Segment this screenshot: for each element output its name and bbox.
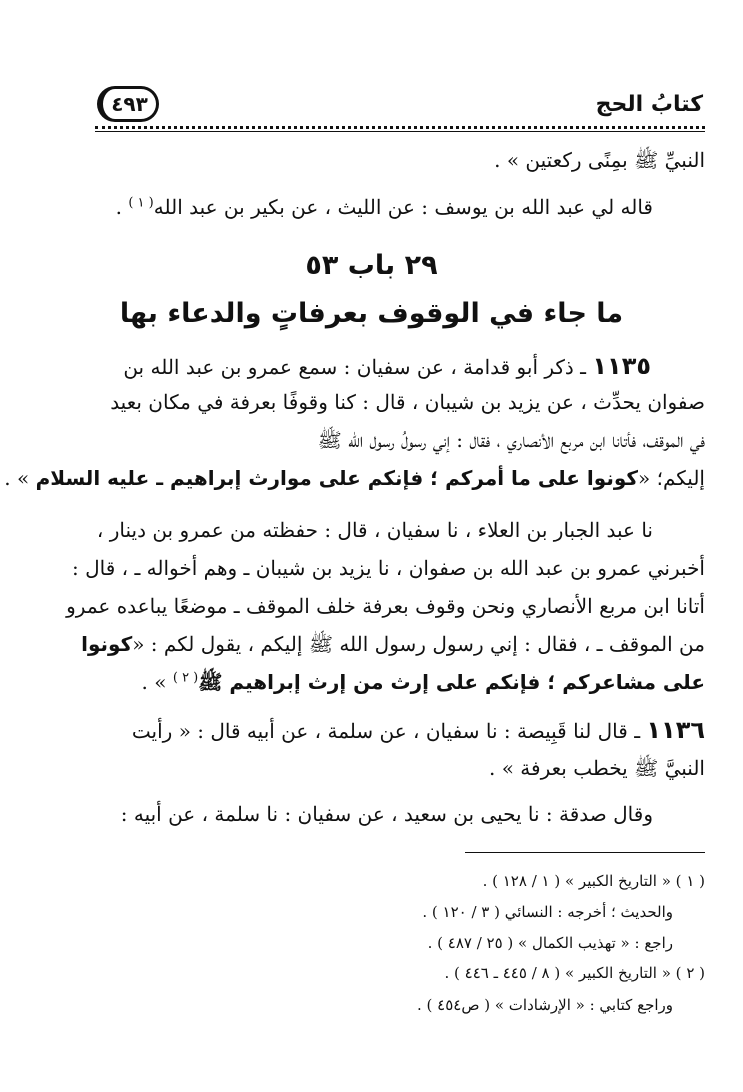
hadith-1135-text-4b: » . xyxy=(4,466,36,490)
paragraph-2-line-1 xyxy=(97,518,653,542)
hadith-1136-line-1 xyxy=(132,716,705,744)
paragraph-2-line-3 xyxy=(66,594,705,618)
footnote-ref-2: ( ٢ ) xyxy=(172,670,199,686)
continuation-text-2: قاله لي عبد الله بن يوسف : عن الليث ، عن بكير بن عبد الله xyxy=(153,195,653,219)
hadith-number-1135: ١١٣٥ xyxy=(592,352,651,380)
footnote-1-note-a: والحديث ؛ أخرجه : النسائي ( ٣ / ١٢٠ ) . xyxy=(422,903,673,921)
hadith-number-1136: ١١٣٦ xyxy=(646,716,705,744)
hadith-1136-line-2 xyxy=(489,756,705,785)
hadith-1136-text-2: النبيَّ ﷺ يخطب بعرفة » . xyxy=(489,756,705,780)
page-number-frame xyxy=(97,86,159,122)
paragraph-2-line-2 xyxy=(72,556,705,580)
hadith-1135-line-2 xyxy=(110,390,705,414)
footnote-2: ( ٢ ) « التاريخ الكبير » ( ٨ / ٤٤٥ ـ ٤٤٦ ) . xyxy=(444,964,705,982)
continuation-line-1 xyxy=(494,148,705,177)
header-solid-rule xyxy=(95,131,705,132)
paragraph-2-text-1: نا عبد الجبار بن العلاء ، نا سفيان ، قال : حفظته من عمرو بن دينار ، xyxy=(96,518,653,542)
running-title: كتابُ الحج xyxy=(595,92,703,117)
paragraph-4-line-1 xyxy=(121,802,653,826)
footnote-2-note-a: وراجع كتابي : « الإرشادات » ( ص٤٥٤ ) . xyxy=(417,996,673,1014)
continuation-text-1: النبيِّ ﷺ بمِنًى ركعتين » . xyxy=(494,148,705,172)
page-number: ٤٩٣ xyxy=(111,92,148,116)
paragraph-2-line-4 xyxy=(81,632,705,661)
paragraph-2-quote-end: على مشاعركم ؛ فإنكم على إرث من إرث إبراهيم ﷺ xyxy=(198,670,705,694)
hadith-1135-line-1 xyxy=(123,352,651,380)
chapter-number: ٢٩ باب ٥٣ xyxy=(305,250,438,281)
paragraph-4-text-1: وقال صدقة : نا يحيى بن سعيد ، عن سفيان : نا سلمة ، عن أبيه : xyxy=(120,802,653,826)
hadith-1135-line-4 xyxy=(4,466,705,490)
hadith-1135-text-2: صفوان يحدِّث ، عن يزيد بن شيبان ، قال : كنا وقوفًا بعرفة في مكان بعيد xyxy=(110,390,705,414)
paragraph-2-text-3: أتانا ابن مربع الأنصاري ونحن وقوف بعرفة خلف الموقف ـ موضعًا يباعده عمرو xyxy=(66,594,705,618)
hadith-1135-quote: كونوا على ما أمركم ؛ فإنكم على موارث إبراهيم ـ عليه السلام xyxy=(35,466,638,490)
hadith-1135-line-3 xyxy=(318,428,705,457)
paragraph-2-text-4: من الموقف ـ ، فقال : إني رسول رسول الله ﷺ إليكم ، يقول لكم : « xyxy=(132,632,705,656)
footnote-ref-1: ( ١ ) xyxy=(128,195,154,211)
footnote-1: ( ١ ) « التاريخ الكبير » ( ١ / ١٢٨ ) . xyxy=(482,872,705,890)
hadith-1135-text-3: في الموقف، فأتانا ابن مربع الأنصاري ، فقال : إني رسولُ رسول الله ﷺ xyxy=(317,428,705,452)
footnote-separator xyxy=(465,852,705,853)
paragraph-2-line-5 xyxy=(142,670,705,699)
hadith-1136-text-1: ـ قال لنا قَبِيصة : نا سفيان ، عن سلمة ، عن أبيه قال : « رأيت xyxy=(131,719,641,743)
continuation-line-2 xyxy=(116,195,653,219)
header-dotted-rule xyxy=(95,126,705,129)
chapter-title: ما جاء في الوقوف بعرفاتٍ والدعاء بها xyxy=(119,298,624,329)
hadith-1135-text-1: ـ ذكر أبو قدامة ، عن سفيان : سمع عمرو بن عبد الله بن xyxy=(123,355,587,379)
page-header xyxy=(95,84,705,130)
continuation-end-2: . xyxy=(115,195,129,219)
footnote-1-note-b: راجع : « تهذيب الكمال » ( ٢٥ / ٤٨٧ ) . xyxy=(427,934,673,952)
paragraph-2-text-5: » . xyxy=(141,670,173,694)
paragraph-2-quote-start: كونوا xyxy=(81,632,133,656)
hadith-1135-text-4a: إليكم؛ « xyxy=(638,466,705,490)
paragraph-2-text-2: أخبرني عمرو بن عبد الله بن صفوان ، نا يزيد بن شيبان ـ وهم أخواله ـ ، قال : xyxy=(72,556,705,580)
